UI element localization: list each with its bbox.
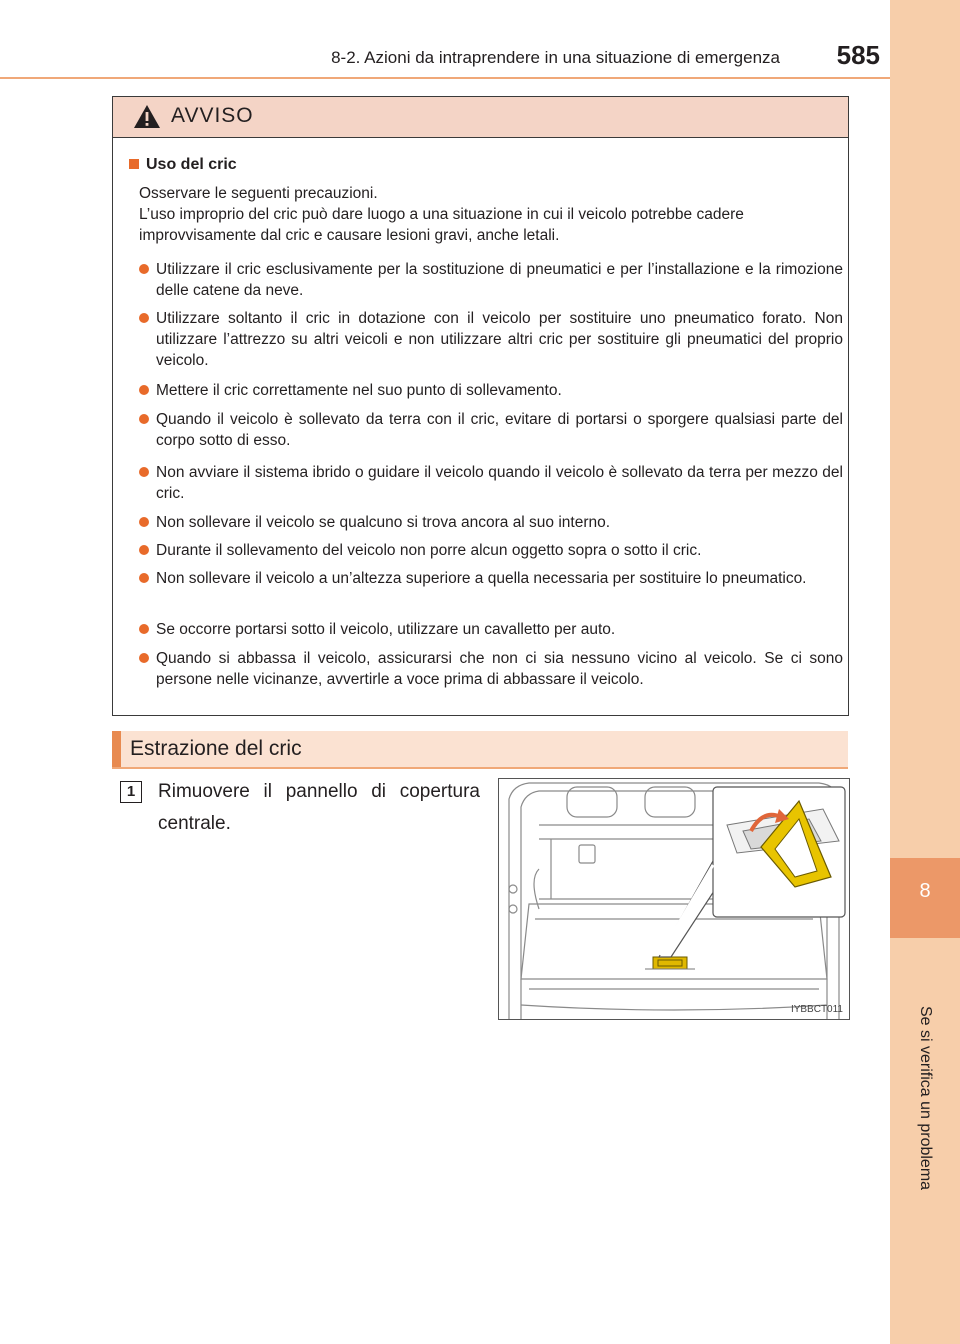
section-heading: Estrazione del cric <box>130 737 302 760</box>
warning-bullet: Utilizzare il cric esclusivamente per la sostituzione di pneumatici e per l’installazione e la rimozione delle catene da neve. <box>139 259 843 301</box>
warning-bullet: Quando il veicolo è sollevato da terra con il cric, evitare di portarsi o sporgere qualsiasi parte del corpo sotto di esso. <box>139 409 843 451</box>
step-number-badge: 1 <box>120 781 142 803</box>
chapter-number: 8 <box>919 880 931 902</box>
bullet-dot-icon <box>139 573 149 583</box>
bullet-dot-icon <box>139 517 149 527</box>
section-heading-bar <box>112 731 121 768</box>
bullet-dot-icon <box>139 467 149 477</box>
warning-bullet: Quando si abbassa il veicolo, assicurarsi che non ci sia nessuno vicino al veicolo. Se ci sono persone nelle vicinanze, avvertirle a voce prima di abbassare il veicolo. <box>139 648 843 690</box>
bullet-dot-icon <box>139 414 149 424</box>
warning-bullet: Durante il sollevamento del veicolo non porre alcun oggetto sopra o sotto il cric. <box>139 540 843 561</box>
warning-bullet: Non sollevare il veicolo se qualcuno si trova ancora al suo interno. <box>139 512 843 533</box>
bullet-dot-icon <box>139 313 149 323</box>
warning-bullet: Se occorre portarsi sotto il veicolo, utilizzare un cavalletto per auto. <box>139 619 843 640</box>
section-heading-rule <box>112 767 848 769</box>
intro-line-2: L’uso improprio del cric può dare luogo a una situazione in cui il veicolo potrebbe cadere improvvisamente dal cric e causare lesioni gravi, anche letali. <box>139 206 744 244</box>
step-text: Rimuovere il pannello di copertura centrale. <box>158 781 480 834</box>
luggage-compartment-drawing <box>499 779 849 1019</box>
header-rule <box>0 77 890 79</box>
warning-title: AVVISO <box>171 104 254 127</box>
luggage-area-illustration <box>498 778 850 1020</box>
warning-section-title: Uso del cric <box>129 156 237 174</box>
warning-triangle-icon <box>133 104 161 129</box>
warning-header <box>113 97 848 138</box>
bullet-dot-icon <box>139 385 149 395</box>
illustration-code: IYBBCT011 <box>790 1004 843 1015</box>
page-number: 585 <box>836 40 880 70</box>
bullet-dot-icon <box>139 624 149 634</box>
bullet-dot-icon <box>139 653 149 663</box>
square-bullet-icon <box>129 159 139 169</box>
warning-box <box>112 96 849 716</box>
warning-bullet: Non avviare il sistema ibrido o guidare il veicolo quando il veicolo è sollevato da terra per mezzo del cric. <box>139 462 843 504</box>
bullet-dot-icon <box>139 264 149 274</box>
intro-line-1: Osservare le seguenti precauzioni. <box>139 185 378 202</box>
warning-bullet: Mettere il cric correttamente nel suo punto di sollevamento. <box>139 380 843 401</box>
warning-bullet: Utilizzare soltanto il cric in dotazione con il veicolo per sostituire uno pneumatico forato. Non utilizzare l’attrezzo su altri veicoli e non utilizzare altri cric per sostituire gli pneumatici del proprio veicolo. <box>139 308 843 371</box>
running-header: 8-2. Azioni da intraprendere in una situazione di emergenza <box>331 48 780 67</box>
chapter-title: Se si verifica un problema <box>917 1005 934 1191</box>
warning-intro <box>139 183 839 246</box>
warning-bullet: Non sollevare il veicolo a un’altezza superiore a quella necessaria per sostituire lo pneumatico. <box>139 568 843 589</box>
bullet-dot-icon <box>139 545 149 555</box>
